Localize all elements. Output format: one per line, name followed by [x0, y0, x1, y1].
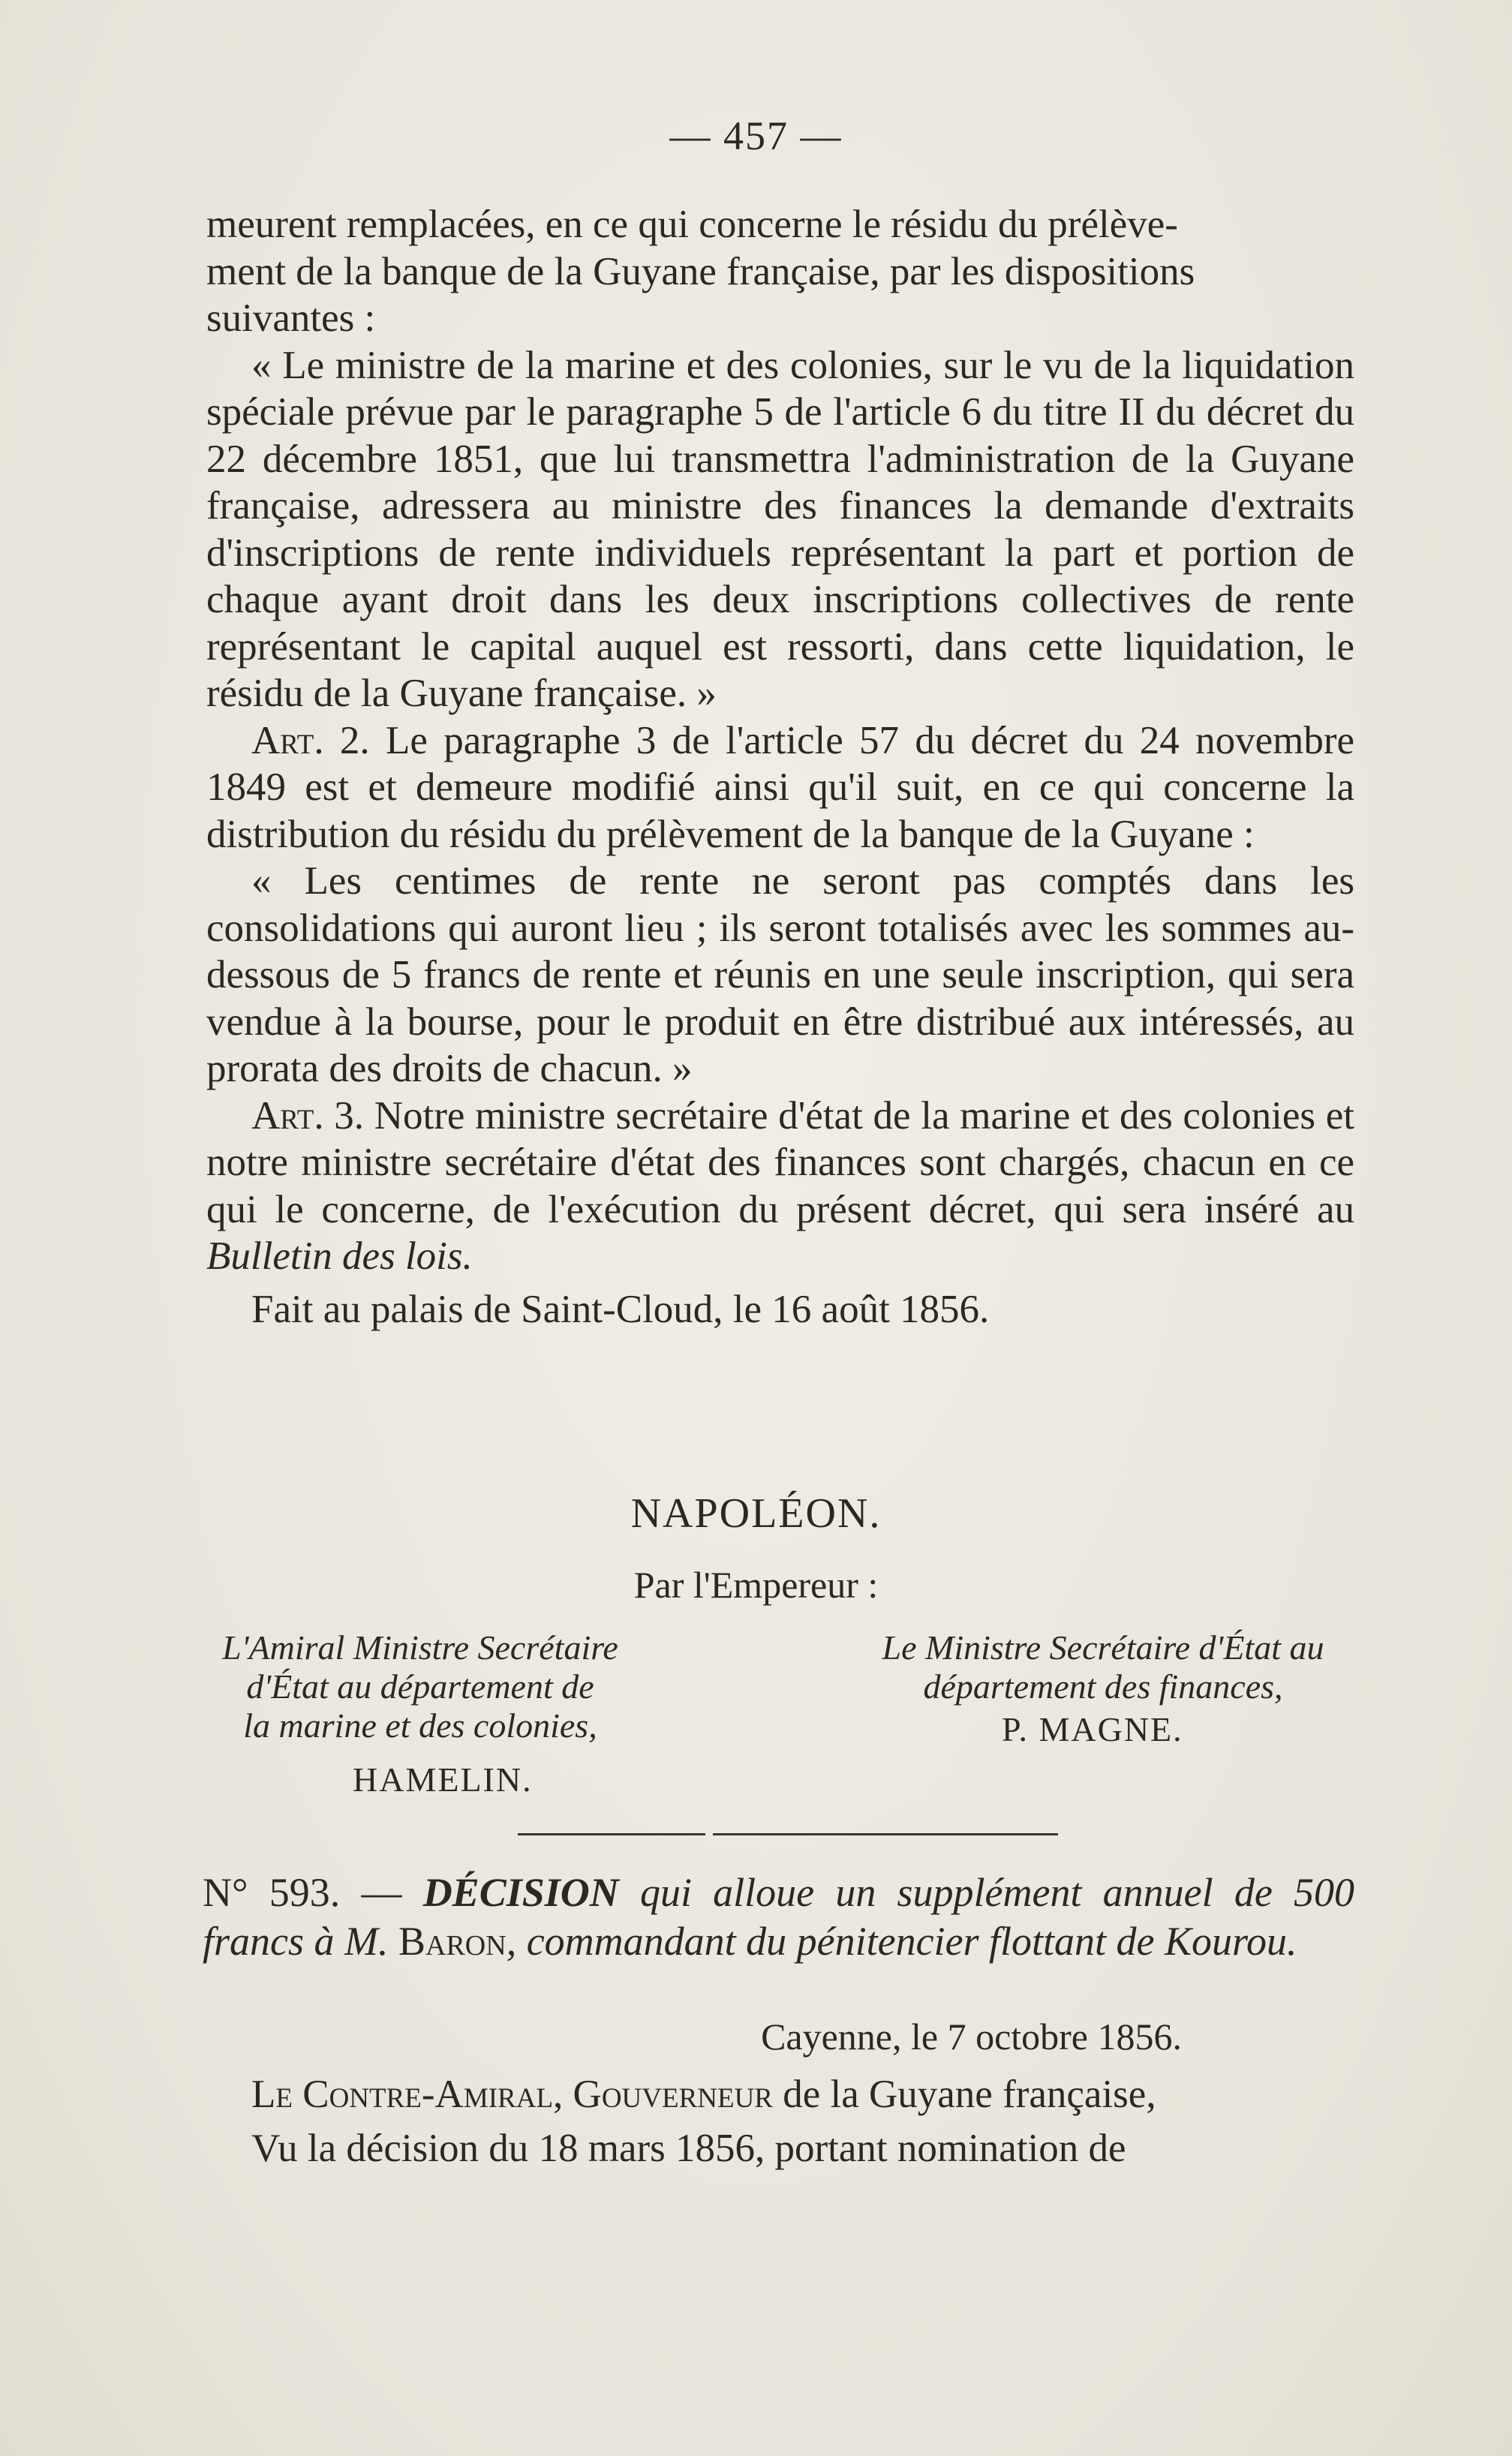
title-line: d'État au département de [246, 1667, 594, 1706]
governor-line [206, 2067, 1354, 2121]
decree-continuation [206, 201, 1354, 1333]
signature-emperor: NAPOLÉON. [630, 1490, 882, 1537]
para-line: ment de la banque de la Guyane française, par les dispositions [206, 249, 1195, 293]
article-text: Le paragraphe 3 de l'article 57 du décret du 24 novembre 1849 est et demeure modifié ainsi qu'il suit, en ce qui concerne la distribution du résidu du prélèvement de la banque de la Guyane : [206, 718, 1354, 856]
decision-word: DÉCISION [422, 1870, 619, 1915]
signature-left-title [203, 1628, 638, 1745]
decision-heading [203, 1868, 1354, 1966]
article-3 [206, 1093, 1354, 1280]
decision-dateline: Cayenne, le 7 octobre 1856. [761, 2016, 1182, 2058]
para-line: meurent remplacées, en ce qui concerne le résidu du prélève- [206, 203, 1178, 246]
decision-number: N° 593. — [203, 1870, 402, 1915]
signature-hamelin: HAMELIN. [353, 1760, 533, 1799]
signature-par-empereur: Par l'Empereur : [633, 1564, 879, 1606]
separator-rule [713, 1833, 1058, 1835]
quote-centimes: « Les centimes de rente ne seront pas comptés dans les consolidations qui auront lieu ; ils seront totalisés avec les sommes au-dessous de 5 francs de rente et réunis en une seule inscription, qui sera vendue à la bourse, pour le produit en être distribué aux intéressés, au prorata des droits de chacun. » [206, 859, 1354, 1090]
signature-right-title [840, 1628, 1366, 1706]
decision-person: Baron [398, 1919, 507, 1964]
separator-rule [518, 1833, 705, 1835]
article-label: Art. 3. [251, 1093, 365, 1138]
article-2 [206, 717, 1354, 858]
title-line: Le Ministre Secrétaire d'État au [882, 1628, 1324, 1667]
article-text: Notre ministre secrétaire d'état de la marine et des colonies et notre ministre secrétaire d'état des finances sont chargés, chacun en ce qui le concerne, de l'exécution du présent décret, qui sera inséré au [206, 1093, 1354, 1231]
article-label: Art. 2. [251, 718, 370, 762]
signature-magne: P. MAGNE. [1002, 1710, 1183, 1748]
governor-rest: de la Guyane française, [772, 2073, 1156, 2116]
para-line: suivantes : [206, 296, 376, 340]
quote-liquidation: « Le ministre de la marine et des colonies, sur le vu de la liquidation spéciale prévue par le paragraphe 5 de l'article 6 du titre II du décret du 22 décembre 1851, que lui transmettra l'administration de la Guyane française, adressera au ministre des finances la demande d'extraits d'inscriptions de rente individuels représentant la part et portion de chaque ayant droit dans les deux inscriptions collectives de rente représentant le capital auquel est ressorti, dans cette liquidation, le résidu de la Guyane française. » [206, 343, 1354, 715]
governor-title: Le Contre-Amiral, Gouverneur [251, 2073, 773, 2116]
decision-summary-end: , commandant du pénitencier flottant de Kourou. [506, 1919, 1297, 1964]
fait-line: Fait au palais de Saint-Cloud, le 16 août 1856. [251, 1287, 990, 1331]
decision-summary: qui alloue un supplément annuel de 500 francs à M. [203, 1870, 1355, 1964]
title-line: la marine et des colonies, [243, 1706, 597, 1745]
bulletin-title: Bulletin des lois. [206, 1234, 473, 1278]
page-number: — 457 — [669, 113, 843, 158]
title-line: département des finances, [923, 1667, 1283, 1706]
vu-line: Vu la décision du 18 mars 1856, portant nomination de [251, 2127, 1126, 2170]
title-line: L'Amiral Ministre Secrétaire [222, 1628, 618, 1667]
decision-body [206, 2067, 1354, 2175]
